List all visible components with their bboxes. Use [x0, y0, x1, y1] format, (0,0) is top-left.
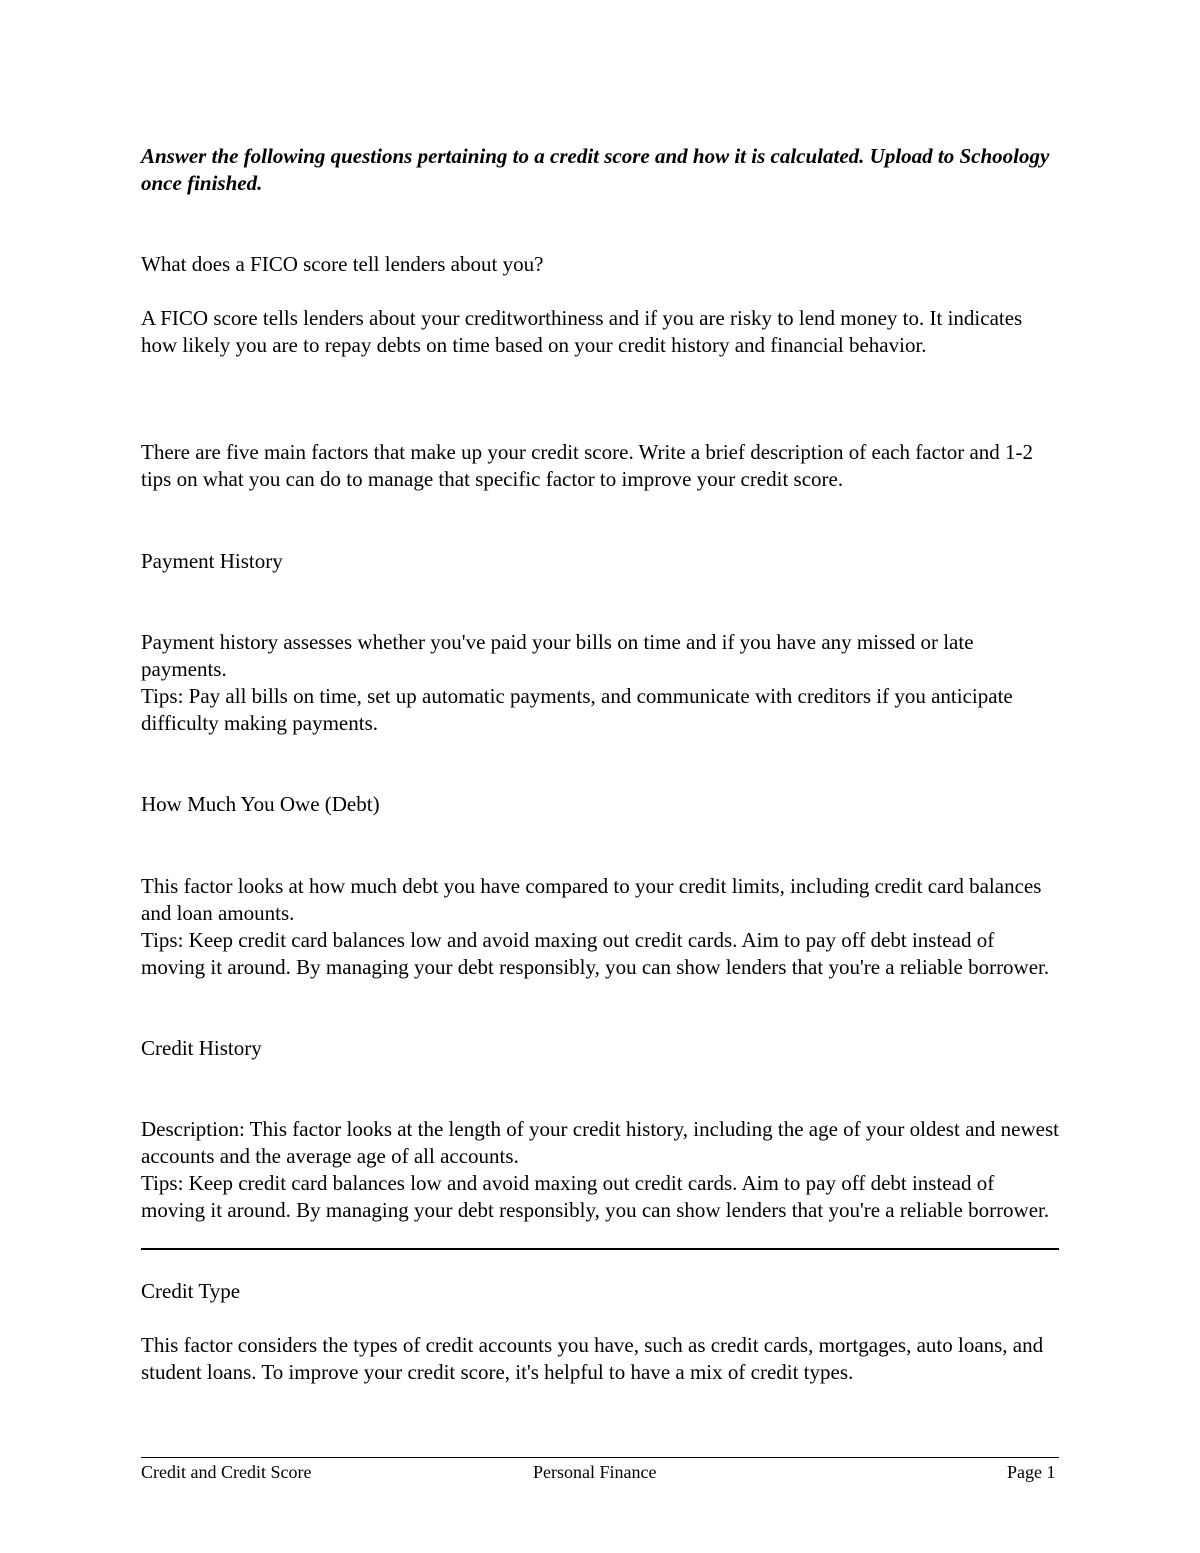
footer-left: Credit and Credit Score: [141, 1462, 312, 1482]
footer-page-number: Page 1: [1007, 1462, 1056, 1482]
factor-tips-debt: Tips: Keep credit card balances low and avoid maxing out credit cards. Aim to pay off debt instead of moving it around. By managing your debt responsibly, you can show lenders that you're a reliable borrower.: [141, 928, 1050, 979]
instructions-text: Answer the following questions pertaining to a credit score and how it is calculated. Upload to Schoology once finished.: [141, 144, 1050, 195]
factor-heading-payment-history: Payment History: [141, 549, 283, 573]
factor-heading-credit-history: Credit History: [141, 1036, 262, 1060]
factor-description-debt: This factor looks at how much debt you have compared to your credit limits, including credit card balances and loan amounts.: [141, 874, 1042, 925]
footer-center: Personal Finance: [533, 1462, 657, 1482]
factor-heading-debt: How Much You Owe (Debt): [141, 792, 380, 816]
factor-description-payment-history: Payment history assesses whether you've paid your bills on time and if you have any missed or late payments.: [141, 630, 974, 681]
factors-intro: There are five main factors that make up your credit score. Write a brief description of each factor and 1-2 tips on what you can do to manage that specific factor to improve your credit score.: [141, 440, 1034, 491]
factor-heading-credit-type: Credit Type: [141, 1279, 241, 1303]
factor-description-credit-type: This factor considers the types of credit accounts you have, such as credit cards, mortgages, auto loans, and student loans. To improve your credit score, it's helpful to have a mix of credit types.: [141, 1333, 1044, 1384]
factor-description-credit-history: Description: This factor looks at the length of your credit history, including the age of your oldest and newest accounts and the average age of all accounts.: [141, 1117, 1059, 1168]
footer-rule: [141, 1457, 1059, 1458]
section-divider: [141, 1248, 1059, 1250]
factor-tips-payment-history: Tips: Pay all bills on time, set up automatic payments, and communicate with creditors if you anticipate difficulty making payments.: [141, 684, 1013, 735]
factor-tips-credit-history: Tips: Keep credit card balances low and avoid maxing out credit cards. Aim to pay off debt instead of moving it around. By managing your debt responsibly, you can show lenders that you're a reliable borrower.: [141, 1171, 1050, 1222]
answer-fico: A FICO score tells lenders about your creditworthiness and if you are risky to lend money to. It indicates how likely you are to repay debts on time based on your credit history and financial behavior.: [141, 306, 1023, 357]
question-fico: What does a FICO score tell lenders about you?: [141, 252, 544, 276]
